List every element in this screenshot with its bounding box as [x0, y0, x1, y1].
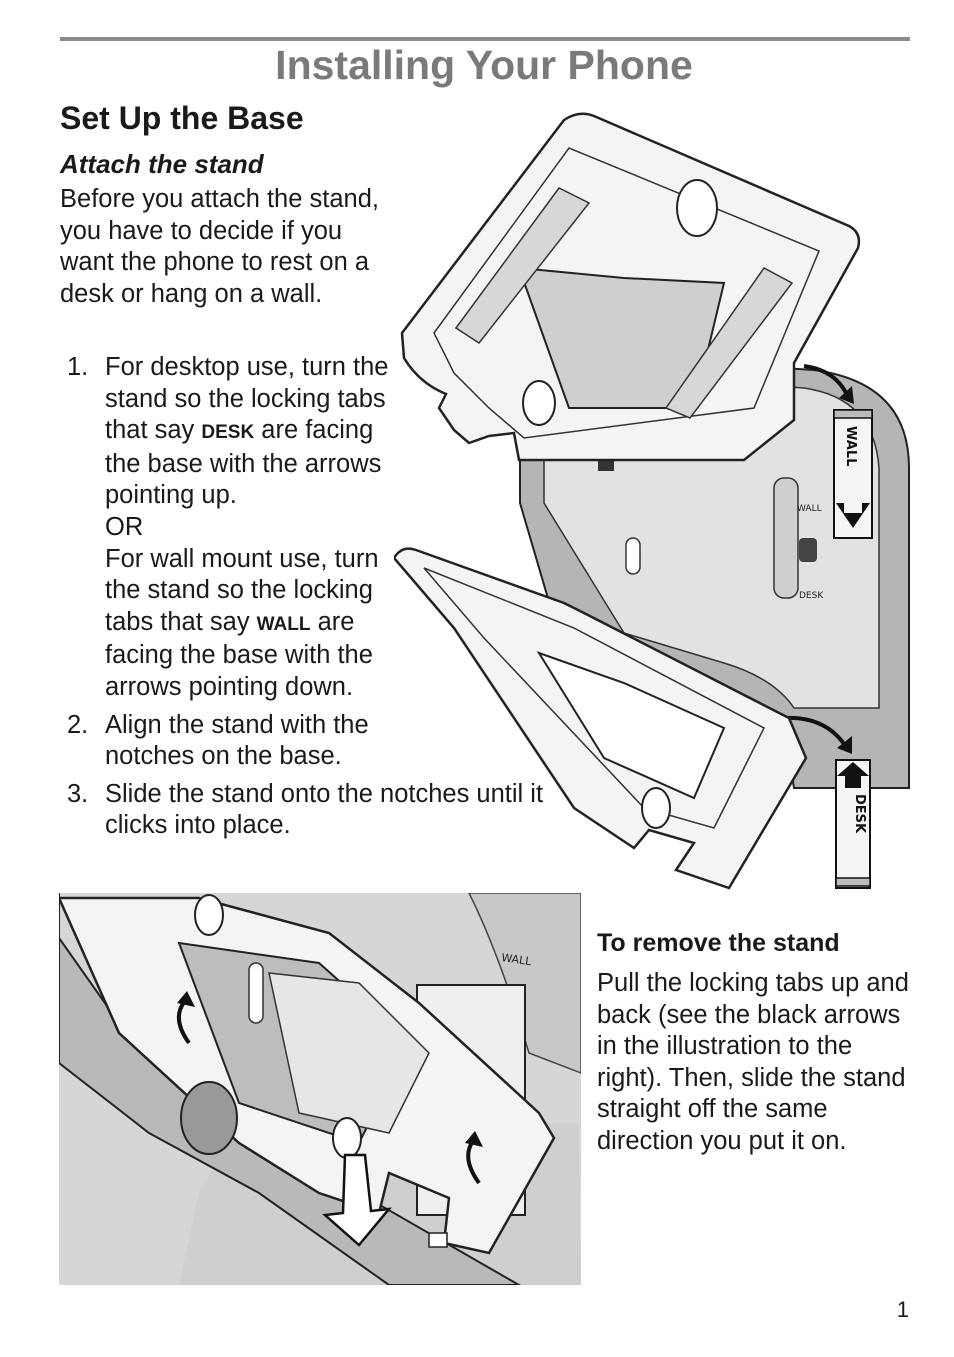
intro-paragraph: Before you attach the stand, you have to decide if you want the phone to rest on a desk or hang on a wall.: [60, 185, 379, 308]
remove-stand-title: To remove the stand: [597, 929, 840, 957]
remove-stand-body: Pull the locking tabs up and back (see the black arrows in the illustration to the right). Then, slide the stand straight off the same direction you put it on.: [597, 969, 909, 1155]
step-1: [60, 352, 410, 704]
step-text: are facing the base with the arrows pointing down.: [105, 607, 373, 701]
page-title: Installing Your Phone: [275, 42, 693, 88]
step-text: are facing the base with the arrows pointing up.: [105, 416, 382, 510]
step-number: 1.: [67, 353, 89, 381]
page-number: 1: [896, 1297, 909, 1322]
step-text: Slide the stand onto the notches until it clicks into place.: [105, 779, 544, 840]
step-text: For wall mount use, turn the stand so the locking tabs that say: [105, 544, 379, 636]
base-desk-label: DESK: [799, 591, 824, 601]
step-number: 2.: [67, 710, 89, 739]
stand-illustration-bottom: [59, 893, 581, 1285]
header-rule: [60, 37, 910, 41]
or-text: OR: [105, 512, 144, 541]
stand-illustration-top: [394, 108, 954, 898]
step-2: [60, 710, 410, 773]
section-subheading: Attach the stand: [60, 149, 264, 179]
wall-tab-label: WALL: [843, 426, 858, 467]
base-wall-label: WALL: [797, 504, 822, 514]
desk-tab-label: DESK: [852, 794, 867, 834]
step-text: For desktop use, turn the stand so the locking tabs that say: [105, 353, 389, 445]
wall-tag: WALL: [256, 613, 311, 635]
section-heading: Set Up the Base: [60, 100, 304, 136]
step-text: Align the stand with the notches on the base.: [105, 710, 369, 771]
closeup-wall-label: WALL: [500, 951, 533, 969]
desk-tag: DESK: [201, 422, 255, 444]
step-number: 3.: [67, 779, 89, 808]
